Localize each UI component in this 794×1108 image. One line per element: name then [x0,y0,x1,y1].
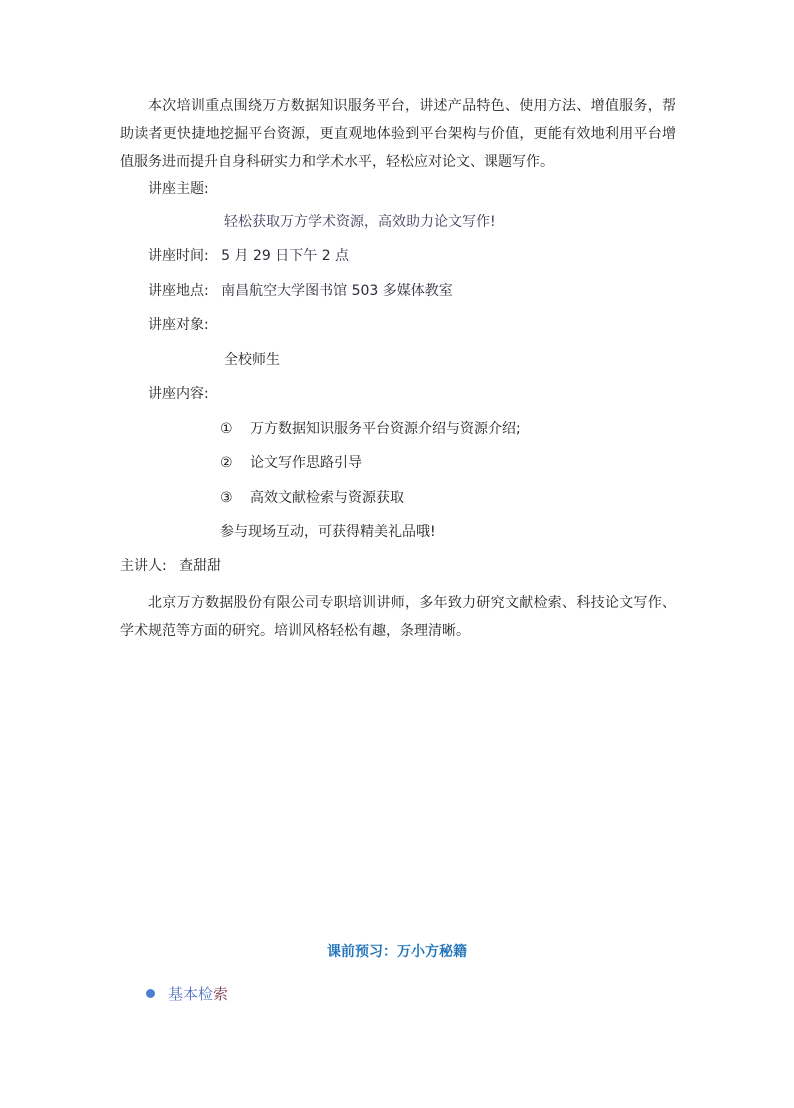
content-item-text: 高效文献检索与资源获取 [250,490,404,506]
time-value: 5 月 29 日下午 2 点 [221,248,350,264]
audience-value: 全校师生 [224,352,280,368]
content-item-3 [220,488,404,508]
speaker-name: 查甜甜 [179,558,222,574]
bullet-dot-icon [146,989,155,998]
audience-label: 讲座对象: [148,317,209,333]
content-label: 讲座内容: [148,386,209,402]
preview-title: 课前预习：万小方秘籍 [327,944,467,960]
theme-label: 讲座主题: [148,181,209,197]
bullet-item-basic-search[interactable] [146,984,228,1004]
interaction-note: 参与现场互动，可获得精美礼品哦! [220,524,436,540]
content-item-text: 论文写作思路引导 [250,455,362,471]
content-item-number: ② [220,455,233,471]
place-label: 讲座地点: [148,283,209,299]
content-item-number: ① [220,421,233,437]
content-item-text: 万方数据知识服务平台资源介绍与资源介绍; [250,421,521,437]
speaker-row [120,556,221,576]
place-row [148,281,453,301]
time-row [148,246,349,266]
content-item-1 [220,419,521,439]
bullet-text-part2: 索 [213,985,229,1003]
intro-paragraph: 本次培训重点围绕万方数据知识服务平台，讲述产品特色、使用方法、增值服务，帮助读者更快捷地挖掘平台资源，更直观地体验到平台架构与价值，更能有效地利用平台增值服务进而提升自身科研实力和学术水平，轻松应对论文、课题写作。 [120,98,676,170]
speaker-label: 主讲人: [120,558,167,574]
content-item-number: ③ [220,490,233,506]
speaker-bio: 北京万方数据股份有限公司专职培训讲师，多年致力研究文献检索、科技论文写作、学术规范等方面的研究。培训风格轻松有趣，条理清晰。 [120,595,676,639]
time-label: 讲座时间: [148,248,209,264]
content-item-2 [220,453,362,473]
place-value: 南昌航空大学图书馆 503 多媒体教室 [221,283,453,299]
bullet-text-part1: 基本检 [168,985,214,1003]
theme-value: 轻松获取万方学术资源，高效助力论文写作! [224,214,496,230]
